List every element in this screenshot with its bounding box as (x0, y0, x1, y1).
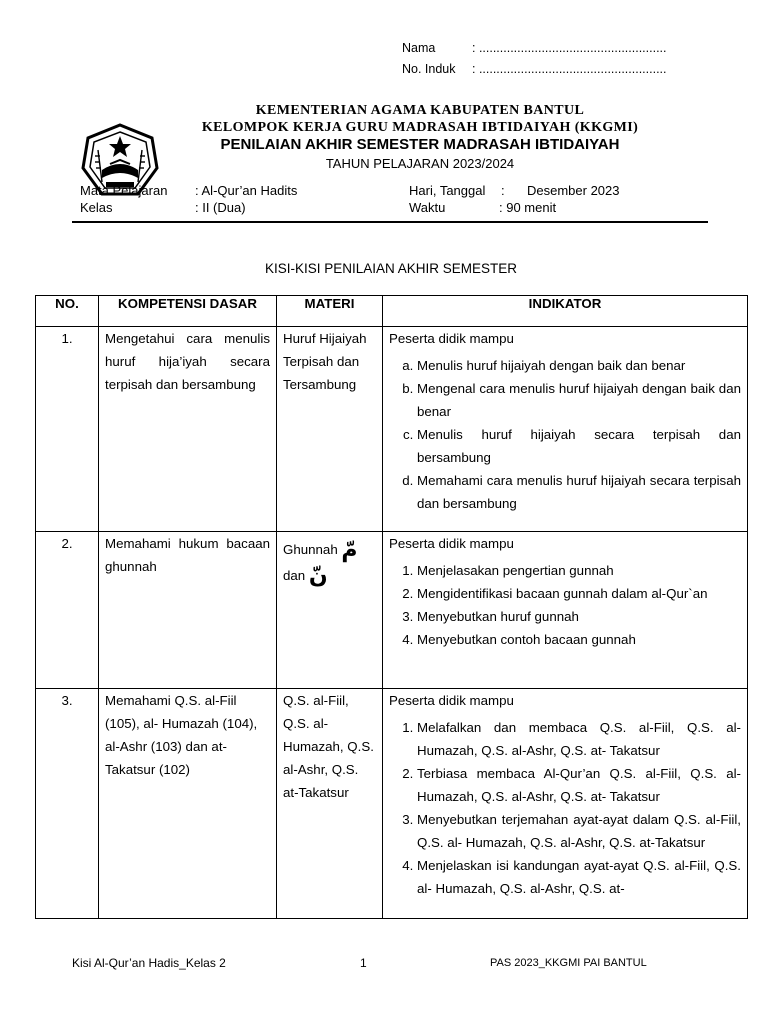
hari-value: Desember 2023 (527, 183, 620, 198)
kompetensi-text: Mengetahui cara menulis huruf hija’iyah secara terpisah dan bersambung (105, 331, 270, 392)
row-materi: Q.S. al-Fiil, Q.S. al-Humazah, Q.S. al-Ashr, Q.S. at-Takatsur (277, 689, 383, 919)
table-row (36, 689, 748, 919)
kelas-label: Kelas (80, 200, 113, 215)
document-title: KISI-KISI PENILAIAN AKHIR SEMESTER (264, 261, 518, 276)
kelas-value: : II (Dua) (195, 200, 246, 215)
indikator-item: 2. Mengidentifikasi bacaan gunnah dalam al-Qur`an (417, 582, 741, 605)
header-kompetensi: KOMPETENSI DASAR (99, 296, 277, 327)
indikator-item: b. Mengenal cara menulis huruf hijaiyah dengan baik dan benar (417, 377, 741, 423)
waktu-label: Waktu (409, 200, 446, 215)
nama-field (402, 41, 666, 55)
indikator-list (389, 354, 741, 515)
nama-label: Nama (402, 41, 436, 55)
indikator-list (389, 716, 741, 900)
materi-line-b (283, 564, 376, 588)
indikator-intro: Peserta didik mampu (389, 331, 514, 346)
kompetensi-text: Memahami hukum bacaan ghunnah (105, 536, 270, 574)
row-materi (277, 532, 383, 689)
indikator-item: 4. Menjelaskan isi kandungan ayat-ayat Q.S. al-Fiil, Q.S. al- Humazah, Q.S. al-Ashr, Q.S. at- (417, 854, 741, 900)
indikator-item: 4. Menyebutkan contoh bacaan gunnah (417, 628, 741, 651)
table-header-row (36, 296, 748, 327)
indikator-intro: Peserta didik mampu (389, 693, 514, 708)
row-indikator (383, 327, 748, 532)
row-materi: Huruf Hijaiyah Terpisah dan Tersambung (277, 327, 383, 532)
indikator-list (389, 559, 741, 651)
indikator-item: 3. Menyebutkan terjemahan ayat-ayat dalam Q.S. al-Fiil, Q.S. al- Humazah, Q.S. al-Ashr, Q.S. at-Takatsur (417, 808, 741, 854)
header-materi: MATERI (277, 296, 383, 327)
row-kompetensi (99, 327, 277, 532)
waktu-value: : 90 menit (499, 200, 557, 215)
row-kompetensi: Memahami Q.S. al-Fiil (105), al- Humazah (104), al-Ashr (103) dan at- Takatsur (102) (99, 689, 277, 919)
indikator-item: a. Menulis huruf hijaiyah dengan baik dan benar (417, 354, 741, 377)
materi-ghunnah: Ghunnah (283, 542, 338, 557)
row-number: 3. (36, 689, 99, 919)
mapel-value: : Al-Qur’an Hadits (195, 183, 298, 198)
materi-line-a (283, 538, 376, 562)
induk-value: : ...................................................... (472, 62, 667, 76)
indikator-item: 3. Menyebutkan huruf gunnah (417, 605, 741, 628)
header-no: NO. (36, 296, 99, 327)
induk-field (402, 62, 666, 76)
mim-tasydid-glyph: مّ (341, 537, 358, 563)
indikator-intro: Peserta didik mampu (389, 536, 514, 551)
row-indikator (383, 532, 748, 689)
materi-dan: dan (283, 567, 306, 583)
mapel-label: Mata Pelajaran (80, 183, 168, 198)
row-number: 1. (36, 327, 99, 532)
induk-label: No. Induk (402, 62, 456, 76)
indikator-item: 1. Melafalkan dan membaca Q.S. al-Fiil, Q.S. al-Humazah, Q.S. al-Ashr, Q.S. at- Takatsur (417, 716, 741, 762)
header-divider (72, 221, 708, 223)
header-school-year: TAHUN PELAJARAN 2023/2024 (325, 156, 515, 171)
header-ministry: KEMENTERIAN AGAMA KABUPATEN BANTUL (255, 103, 585, 118)
nun-tasydid-glyph: نّ (308, 563, 328, 589)
indikator-item: 2. Terbiasa membaca Al-Qur’an Q.S. al-Fiil, Q.S. al- Humazah, Q.S. al-Ashr, Q.S. at- Takatsur (417, 762, 741, 808)
row-kompetensi (99, 532, 277, 689)
hari-separator: : (501, 183, 505, 198)
table-row (36, 327, 748, 532)
indikator-item: d. Memahami cara menulis huruf hijaiyah secara terpisah dan bersambung (417, 469, 741, 515)
footer-left: Kisi Al-Qur’an Hadis_Kelas 2 (72, 956, 226, 970)
row-indikator (383, 689, 748, 919)
nama-value: : ...................................................... (472, 41, 667, 55)
kisi-kisi-table (35, 295, 748, 919)
indikator-item: 1. Menjelasakan pengertian gunnah (417, 559, 741, 582)
header-exam-title: PENILAIAN AKHIR SEMESTER MADRASAH IBTIDAIYAH (220, 136, 620, 153)
row-number: 2. (36, 532, 99, 689)
header-kkgmi: KELOMPOK KERJA GURU MADRASAH IBTIDAIYAH (KKGMI) (201, 120, 639, 135)
page-number: 1 (360, 956, 367, 970)
indikator-item: c. Menulis huruf hijaiyah secara terpisah dan bersambung (417, 423, 741, 469)
table-row (36, 532, 748, 689)
footer-right: PAS 2023_KKGMI PAI BANTUL (490, 957, 647, 969)
hari-label: Hari, Tanggal (409, 183, 486, 198)
header-indikator: INDIKATOR (383, 296, 748, 327)
